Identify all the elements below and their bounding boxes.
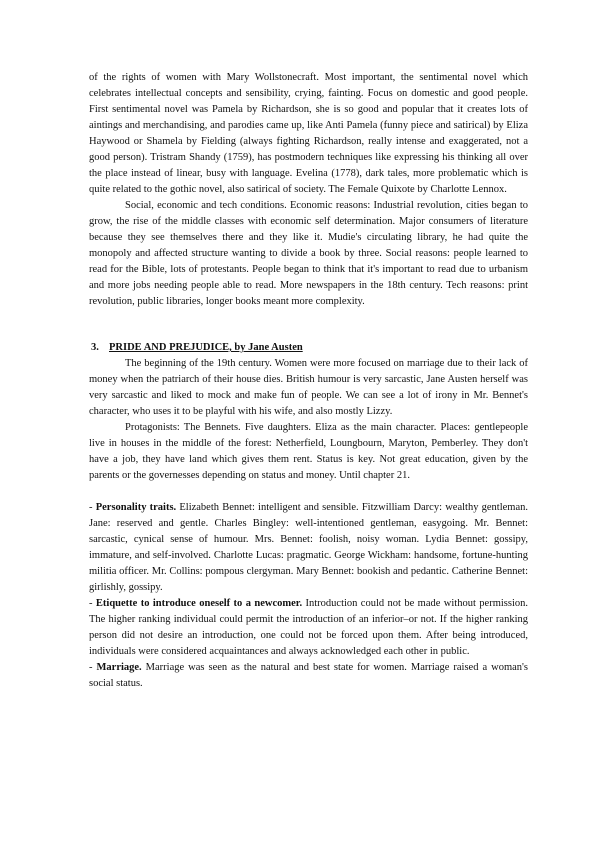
bullet-text: Introduction could not be made without permission. The higher ranking individual could permit the introduction of an inferior–or not. If the higher ranking person did not desire an introduction, one could not be forced upon them. After being introduced, individuals were considered acquaintances and always acknowledged each other in public. — [89, 598, 529, 657]
intro-paragraph: of the rights of women with Mary Wollstonecraft. Most important, the sentimental novel which celebrates intellectual concepts and sensibility, crying, fainting. Focus on domestic and good people. First sentimental novel was Pamela by Richardson, she is so good and popular that it creates lots of aintings and merchandising, and parodies came up, like Anti Pamela (funny piece and satirical) by Eliza Haywood or Shamela by Fielding (always fighting Richardson, really intense and exaggerated, not a good person). Tristram Shandy (1759), has postmodern techniques like expressing his thinking all over the place instead of linear, busy with language. Evelina (1778), dark tales, more problematic which is quite related to the gothic novel, also satirical of society. The Female Quixote by Charlotte Lennox. — [89, 72, 528, 195]
section-paragraph-context: The beginning of the 19th century. Women were more focused on marriage due to their lack of money when the patriarch of their house dies. British humour is very sarcastic, Jane Austen herself was very sarcastic and liked to mock and make fun of people. We can see a lot of irony in Mr. Bennet's character, who uses it to be playful with his wife, and also mostly Lizzy. — [89, 358, 528, 417]
bullet-text: Marriage was seen as the natural and best state for women. Marriage raised a woman's social status. — [89, 662, 528, 689]
bullet-dash: - — [89, 598, 96, 609]
bullet-dash: - — [89, 662, 97, 673]
bullet-text: Elizabeth Bennet: intelligent and sensible. Fitzwilliam Darcy: wealthy gentleman. Jane: reserved and gentle. Charles Bingley: well-intentioned gentleman, easygoing. Mr. Bennet: sarcastic, cynical sense of humour. Mrs. Bennet: foolish, noisy woman. Lydia Bennet: gossipy, immature, and self-involved. Charlotte Lucas: pragmatic. George Wickham: handsome, fortune-hunting militia officer. Mr. Collins: pompous clergyman. Mary Bennet: bookish and pedantic. Catherine Bennet: girlishly, gossipy. — [89, 502, 528, 593]
bullet-etiquette — [89, 596, 528, 660]
spacer — [89, 484, 528, 500]
bullet-personality-traits — [89, 500, 528, 596]
section-heading — [89, 340, 528, 356]
bullet-marriage — [89, 660, 528, 692]
bullet-term: Personality traits. — [95, 502, 177, 513]
bullet-term: Marriage. — [96, 662, 142, 673]
section-title: PRIDE AND PREJUDICE, by Jane Austen — [109, 342, 303, 353]
section-paragraph-protagonists: Protagonists: The Bennets. Five daughters. Eliza as the main character. Places: gentlepeople live in houses in the middle of the forest: Netherfield, Loungbourn, Maryton, Pemberley. They don't have a job, they have land which gives them rent. Status is key. Not great education, given by the parents or the governesses depending on status and money. Until chapter 21. — [89, 422, 528, 481]
bullet-dash: - — [89, 502, 96, 513]
bullet-term: Etiquette to introduce oneself to a newcomer. — [95, 598, 303, 609]
section-number: 3. — [91, 342, 99, 353]
spacer — [89, 310, 528, 340]
social-conditions-paragraph: Social, economic and tech conditions. Economic reasons: Industrial revolution, cities began to grow, the rise of the middle classes with economic self determination. Major consumers of literature because they see themselves there and they like it. Mudie's circulating library, he had quite the monopoly and affected structure wanting to divide a book by three. Social reasons: people learned to read for the Bible, lots of protestants. People began to think that it's important to read due to urbanism and more jobs needing people able to read. More newspapers in the 18th century. Tech reasons: print revolution, public libraries, longer books meant more complexity. — [89, 200, 528, 307]
